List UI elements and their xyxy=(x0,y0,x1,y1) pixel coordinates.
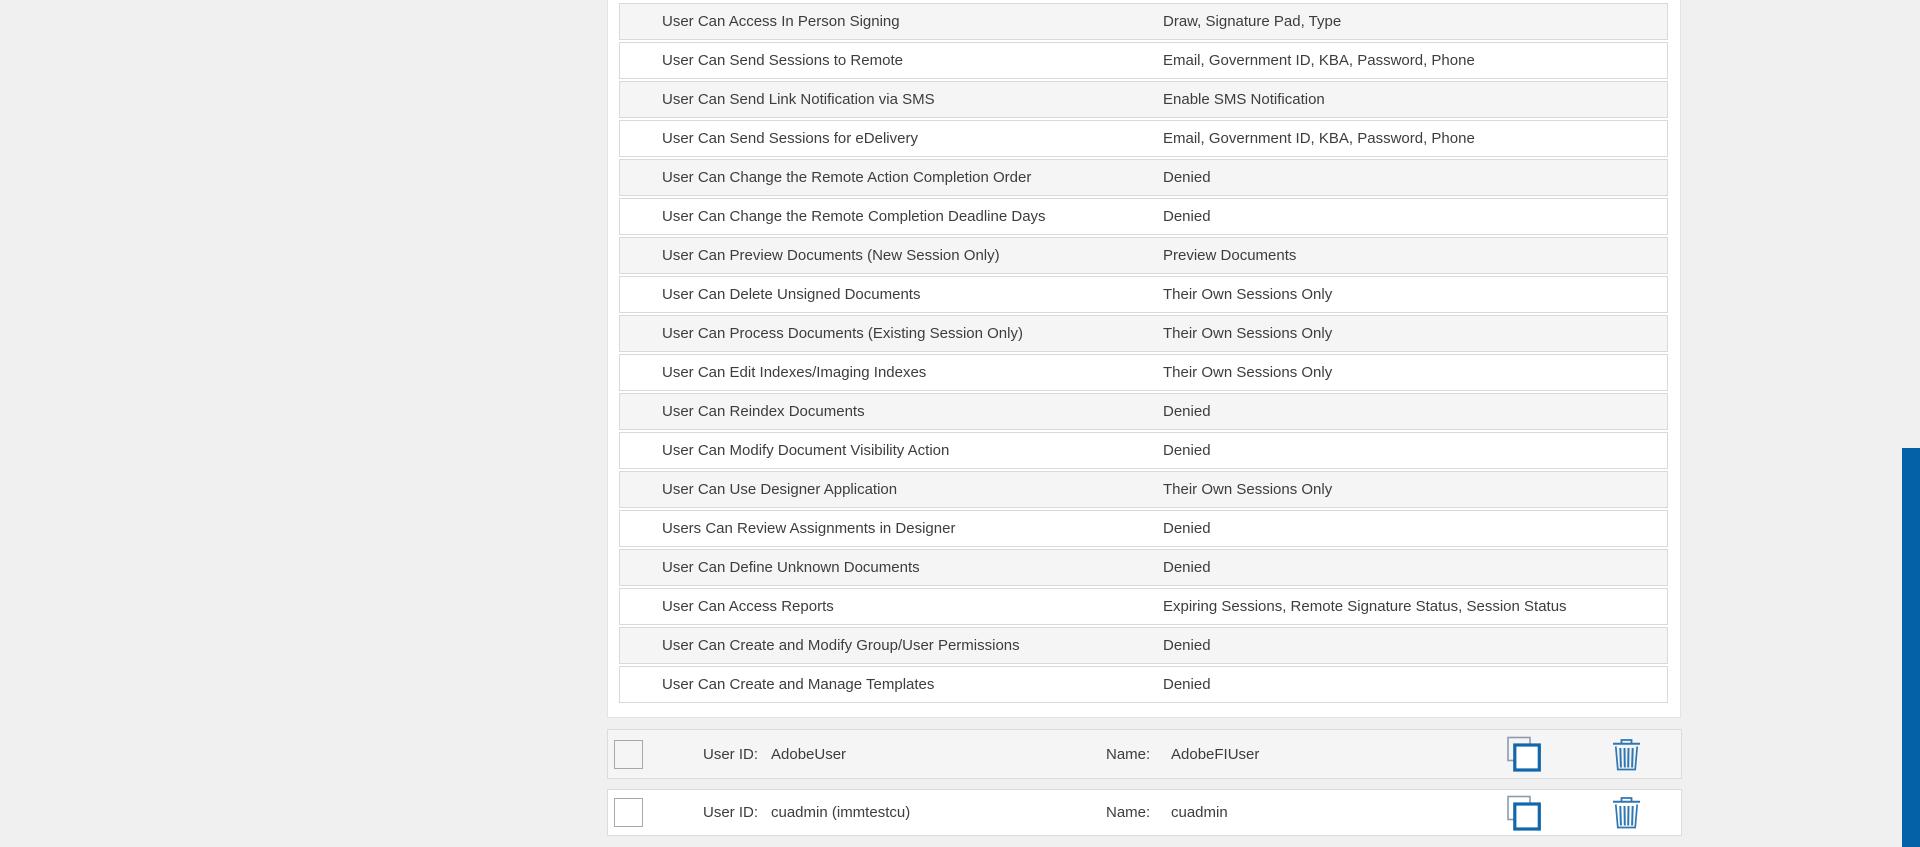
permission-label: User Can Access Reports xyxy=(662,598,834,615)
permission-row xyxy=(619,237,1668,274)
permission-row xyxy=(619,354,1668,391)
permission-value: Their Own Sessions Only xyxy=(1163,325,1333,342)
permissions-panel xyxy=(607,0,1681,718)
permission-row xyxy=(619,510,1668,547)
trash-icon xyxy=(1612,759,1641,774)
permission-label: User Can Send Link Notification via SMS xyxy=(662,91,935,108)
delete-user-button[interactable] xyxy=(1612,796,1641,829)
permission-value: Email, Government ID, KBA, Password, Phone xyxy=(1163,130,1475,147)
permission-row xyxy=(619,198,1668,235)
permission-label: User Can Send Sessions to Remote xyxy=(662,52,903,69)
permission-label: User Can Create and Modify Group/User Permissions xyxy=(662,637,1020,654)
permission-row xyxy=(619,159,1668,196)
copy-icon xyxy=(1507,760,1541,775)
permission-row xyxy=(619,3,1668,40)
permission-label: User Can Change the Remote Action Completion Order xyxy=(662,169,1032,186)
copy-user-button[interactable] xyxy=(1507,736,1541,772)
trash-icon xyxy=(1612,817,1641,832)
user-id-value: AdobeUser xyxy=(771,745,847,763)
user-name-label: Name: xyxy=(1106,804,1151,821)
permission-value: Denied xyxy=(1163,403,1211,420)
copy-user-button[interactable] xyxy=(1507,795,1541,831)
permission-row xyxy=(619,120,1668,157)
permission-label: User Can Access In Person Signing xyxy=(662,13,900,30)
permission-value: Email, Government ID, KBA, Password, Phone xyxy=(1163,52,1475,69)
permission-row xyxy=(619,42,1668,79)
user-id-label: User ID: xyxy=(703,804,759,821)
user-name-value: cuadmin xyxy=(1171,804,1228,821)
permission-value: Their Own Sessions Only xyxy=(1163,364,1333,381)
permission-label: User Can Preview Documents (New Session Only) xyxy=(662,247,1000,264)
permission-value: Denied xyxy=(1163,208,1211,225)
permission-row xyxy=(619,471,1668,508)
permission-label: User Can Change the Remote Completion Deadline Days xyxy=(662,208,1046,225)
permission-value: Denied xyxy=(1163,637,1211,654)
user-name-value: AdobeFIUser xyxy=(1171,745,1260,763)
permission-label: User Can Define Unknown Documents xyxy=(662,559,920,576)
user-id-label: User ID: xyxy=(703,745,759,763)
permission-value: Their Own Sessions Only xyxy=(1163,286,1333,303)
user-name-label: Name: xyxy=(1106,745,1151,763)
delete-user-button[interactable] xyxy=(1612,738,1641,771)
permission-value: Denied xyxy=(1163,559,1211,576)
permission-label: User Can Delete Unsigned Documents xyxy=(662,286,921,303)
user-select-checkbox[interactable] xyxy=(614,740,643,769)
permission-label: User Can Process Documents (Existing Session Only) xyxy=(662,325,1023,342)
permission-label: User Can Use Designer Application xyxy=(662,481,898,498)
copy-icon xyxy=(1507,819,1541,834)
permission-row xyxy=(619,276,1668,313)
permission-row xyxy=(619,315,1668,352)
user-row-cuadmin[interactable] xyxy=(607,789,1682,836)
permission-value: Expiring Sessions, Remote Signature Status, Session Status xyxy=(1163,598,1567,615)
user-select-checkbox[interactable] xyxy=(614,798,643,827)
permission-row xyxy=(619,81,1668,118)
permission-value: Denied xyxy=(1163,520,1211,537)
permission-row xyxy=(619,432,1668,469)
permission-row xyxy=(619,549,1668,586)
permission-value: Preview Documents xyxy=(1163,247,1297,264)
user-id-value: cuadmin (immtestcu) xyxy=(771,804,911,821)
permission-value: Denied xyxy=(1163,442,1211,459)
permission-value: Denied xyxy=(1163,676,1211,693)
permission-label: User Can Create and Manage Templates xyxy=(662,676,935,693)
permission-value: Draw, Signature Pad, Type xyxy=(1163,13,1342,30)
permission-value: Their Own Sessions Only xyxy=(1163,481,1333,498)
permission-label: User Can Reindex Documents xyxy=(662,403,865,420)
permission-value: Enable SMS Notification xyxy=(1163,91,1325,108)
side-panel-edge[interactable] xyxy=(1902,448,1920,847)
permission-label: User Can Modify Document Visibility Action xyxy=(662,442,950,459)
permission-label: User Can Edit Indexes/Imaging Indexes xyxy=(662,364,927,381)
user-row-adobeuser[interactable] xyxy=(607,729,1682,779)
permission-row xyxy=(619,666,1668,703)
permission-row xyxy=(619,588,1668,625)
permission-label: User Can Send Sessions for eDelivery xyxy=(662,130,918,147)
permission-label: Users Can Review Assignments in Designer xyxy=(662,520,956,537)
permission-row xyxy=(619,393,1668,430)
permission-row xyxy=(619,627,1668,664)
permission-value: Denied xyxy=(1163,169,1211,186)
